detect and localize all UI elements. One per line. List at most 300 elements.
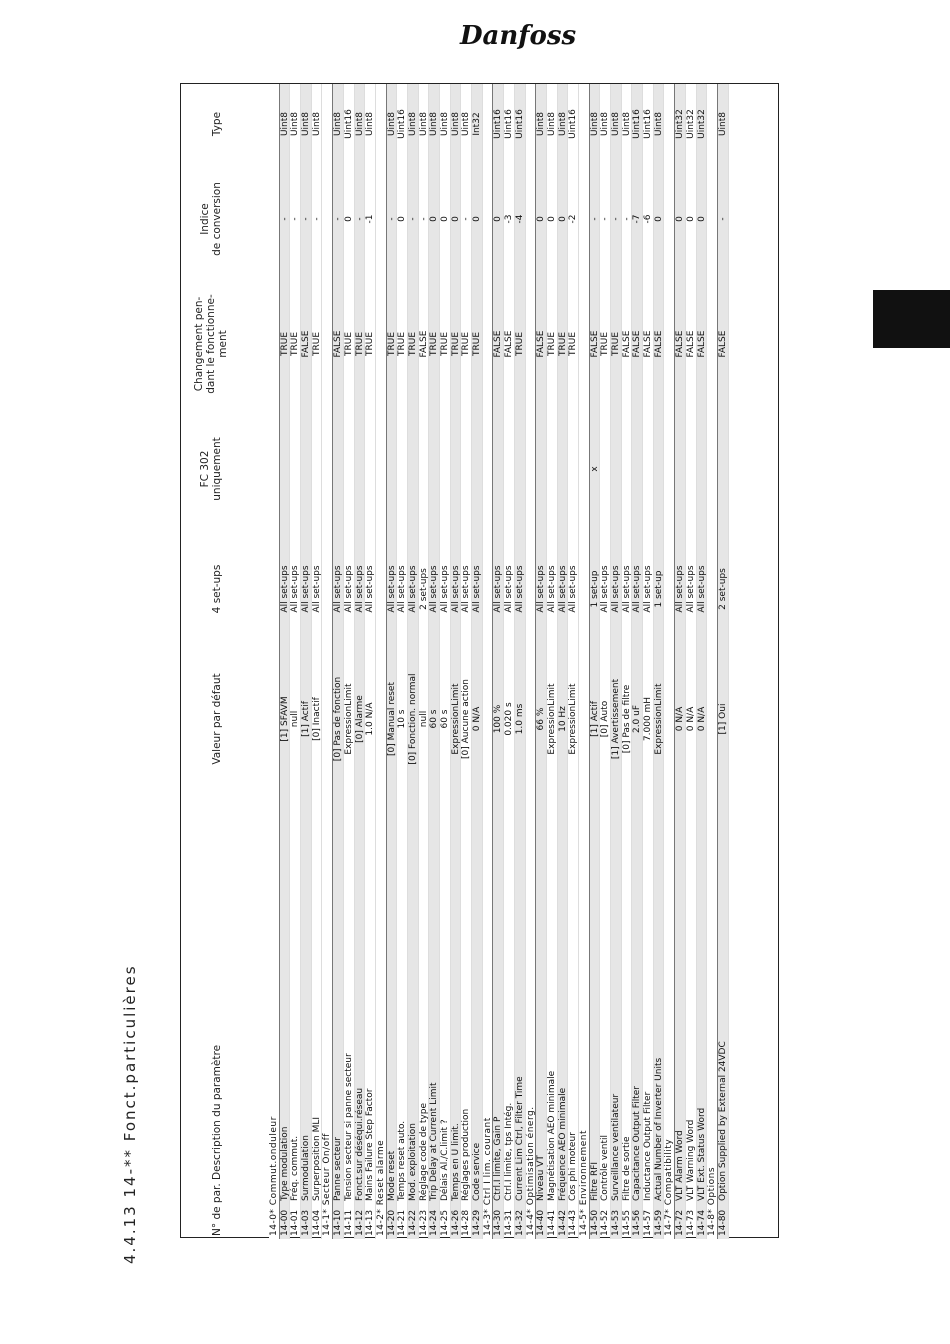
cell-chg: FALSE [632,330,643,358]
group-header-row [322,84,333,1239]
cell-chg: TRUE [450,331,461,357]
cell-type: Uint32 [696,109,707,139]
cell-no: 14-40 [536,1209,547,1236]
cell-no: 14-28 [461,1209,472,1236]
cell-conv: -6 [643,214,654,224]
group-header-row [376,84,387,1239]
group-header-row [579,84,590,1239]
cell-conv: 0 [493,216,504,222]
chapter-tab-marker [873,290,950,348]
cell-set: All set-ups [343,565,354,613]
cell-type: Uint8 [621,111,632,137]
cell-type: Uint8 [440,111,450,137]
table-row [290,84,301,1239]
cell-chg: FALSE [675,330,686,358]
cell-no: 14-72 [675,1209,686,1236]
cell-desc: Ctrl.I limite, Gain P [493,1116,504,1201]
cell-set: 2 set-ups [717,568,728,610]
header-type: Type [211,111,223,137]
cell-desc: VLT Alarm Word [675,1130,686,1201]
cell-def: 7.000 mH [643,696,654,742]
cell-set: All set-ups [397,565,408,613]
cell-conv: 0 [685,216,696,222]
header-fc302: FC 302 uniquement [199,437,223,501]
cell-desc: Trip Delay at Current Limit [429,1082,440,1201]
cell-chg: TRUE [461,331,472,357]
header-setups: 4 set-ups [211,564,223,614]
cell-set: All set-ups [450,565,461,613]
header-change: Changement pen- dant le fonctionne- ment [193,294,229,394]
cell-set: All set-ups [301,565,312,613]
cell-def: ExpressionLimit [653,683,664,755]
cell-set: All set-ups [429,565,440,613]
cell-desc: Filtre de sortie [621,1136,632,1201]
cell-set: All set-ups [632,565,643,613]
table-row [600,84,611,1239]
cell-set: 1 set-up [589,570,600,608]
cell-chg: FALSE [696,330,707,358]
cell-no: 14-32 [514,1209,525,1236]
cell-set: 1 set-up [653,570,664,608]
group-name: 14-8* Options [707,1166,718,1236]
cell-chg: TRUE [429,331,440,357]
cell-chg: TRUE [365,331,376,357]
cell-conv: 0 [343,216,354,222]
cell-type: Uint16 [343,109,354,139]
cell-no: 14-20 [386,1209,397,1236]
cell-chg: FALSE [621,330,632,358]
table-row [632,84,643,1239]
cell-desc: VLT Ext. Status Word [696,1107,707,1201]
cell-set: All set-ups [621,565,632,613]
cell-desc: Magnétisation AEO minimale [546,1070,557,1201]
table-row [515,84,526,1239]
cell-no: 14-22 [407,1209,418,1236]
table-row [451,84,462,1239]
cell-no: 14-04 [311,1209,322,1236]
cell-set: All set-ups [611,565,621,613]
cell-set: All set-ups [386,565,397,613]
cell-conv: - [354,217,365,221]
group-name: 14-4* Optimisation énerg. [525,1106,536,1236]
cell-chg: FALSE [301,330,312,358]
cell-conv: -3 [504,214,515,224]
cell-conv: - [386,217,397,221]
cell-desc: Temps reset auto. [397,1120,408,1201]
cell-set: All set-ups [440,565,450,613]
cell-set: All set-ups [290,565,301,613]
cell-def: 0 N/A [675,706,686,732]
table-row [461,84,472,1239]
cell-chg: FALSE [418,330,429,358]
cell-desc: Délais Al./C.limit ? [440,1119,450,1201]
cell-conv: - [717,217,728,221]
cell-def: 10 Hz [557,706,568,732]
group-header-row [526,84,537,1239]
cell-conv: - [611,217,621,221]
cell-no: 14-03 [301,1209,312,1236]
cell-desc: Actual Number of Inverter Units [653,1057,664,1201]
cell-def: 60 s [429,709,440,729]
cell-type: Uint8 [557,111,568,137]
cell-type: Uint8 [333,111,344,137]
cell-conv: 0 [653,216,664,222]
cell-fc: x [589,466,600,472]
cell-set: All set-ups [493,565,504,613]
cell-conv: 0 [557,216,568,222]
cell-type: Uint32 [675,109,686,139]
cell-type: Uint8 [450,111,461,137]
cell-type: Uint16 [568,109,579,139]
cell-def: 0 N/A [685,706,696,732]
cell-chg: TRUE [546,331,557,357]
cell-conv: - [290,217,301,221]
section-title: 4.4.13 14-** Fonct.particulières [121,964,139,1264]
cell-def: [0] Aucune action [461,679,472,759]
cell-conv: 0 [450,216,461,222]
table-row [429,84,440,1239]
cell-desc: Filtre RFI [589,1161,600,1201]
group-header-row [707,84,718,1239]
danfoss-logo [458,18,577,52]
cell-no: 14-10 [333,1209,344,1236]
cell-def: [1] Avertissement [611,678,621,760]
cell-type: Uint8 [461,111,472,137]
group-header-row [269,84,280,1239]
cell-conv: - [333,217,344,221]
cell-desc: Réglage code de type [418,1102,429,1201]
cell-no: 14-29 [472,1209,483,1236]
cell-desc: Mode reset [386,1150,397,1201]
cell-def: 10 s [397,709,408,729]
cell-no: 14-13 [365,1209,376,1236]
cell-type: Uint8 [589,111,600,137]
cell-set: All set-ups [365,565,376,613]
cell-def: 60 s [440,709,450,729]
cell-set: All set-ups [536,565,547,613]
cell-chg: TRUE [290,331,301,357]
cell-def: [0] Pas de filtre [621,684,632,754]
table-row [718,84,729,1239]
cell-set: All set-ups [600,565,611,613]
cell-type: Uint16 [397,109,408,139]
cell-def: [0] Fonction. normal [407,673,418,765]
header-no-desc: N° de par. Description du paramètre [211,1044,223,1236]
cell-type: Uint8 [365,111,376,137]
table-row [568,84,579,1239]
cell-set: All set-ups [643,565,654,613]
cell-conv: -7 [632,214,643,224]
table-row [686,84,697,1239]
cell-desc: Current Lim Ctrl, Filter Time [514,1076,525,1201]
cell-desc: Fréq. commut. [290,1135,301,1201]
cell-desc: Fréquence AEO minimale [557,1087,568,1201]
cell-type: Uint16 [493,109,504,139]
cell-def: [1] Actif [589,701,600,737]
cell-desc: Panne secteur [333,1137,344,1201]
group-name: 14-0* Commut.onduleur [269,1116,279,1236]
cell-no: 14-12 [354,1209,365,1236]
cell-conv: -1 [365,214,376,224]
cell-type: Uint16 [504,109,515,139]
cell-desc: Type modulation [279,1126,290,1201]
cell-type: Int32 [472,112,483,136]
cell-def: [1] Oui [717,703,728,735]
cell-no: 14-11 [343,1209,354,1236]
table-row [547,84,558,1239]
cell-conv: - [301,217,312,221]
parameter-table-frame [121,83,779,1264]
cell-type: Uint8 [279,111,290,137]
cell-chg: TRUE [397,331,408,357]
table-row [301,84,312,1239]
cell-chg: FALSE [685,330,696,358]
table-row [344,84,355,1239]
cell-desc: Mod. exploitation [407,1123,418,1201]
cell-chg: TRUE [354,331,365,357]
table-row [697,84,708,1239]
group-header-row [664,84,675,1239]
group-name: 14-5* Environnement [578,1130,589,1236]
cell-no: 14-56 [632,1209,643,1236]
cell-type: Uint8 [536,111,547,137]
cell-def: [0] Alarme [354,695,365,743]
cell-type: Uint16 [514,109,525,139]
cell-type: Uint8 [354,111,365,137]
cell-conv: -2 [568,214,579,224]
cell-no: 14-00 [279,1209,290,1236]
cell-no: 14-24 [429,1209,440,1236]
table-row [365,84,376,1239]
cell-def: ExpressionLimit [450,683,461,755]
cell-type: Uint8 [290,111,301,137]
cell-chg: TRUE [343,331,354,357]
cell-conv: - [311,217,322,221]
cell-def: [1] SFAVM [279,696,290,742]
cell-conv: -4 [514,214,525,224]
cell-def: ExpressionLimit [546,683,557,755]
cell-set: All set-ups [354,565,365,613]
table-row [654,84,665,1239]
cell-no: 14-26 [450,1209,461,1236]
cell-def: 2.0 uF [632,704,643,734]
cell-desc: Surveillance ventilateur [611,1093,621,1201]
cell-desc: VLT Warning Word [685,1119,696,1201]
cell-chg: FALSE [643,330,654,358]
cell-chg: FALSE [717,330,728,358]
cell-type: Uint8 [301,111,312,137]
cell-type: Uint16 [643,109,654,139]
table-row [558,84,569,1239]
cell-no: 14-25 [440,1209,450,1236]
cell-desc: Mains Failure Step Factor [365,1088,376,1201]
cell-def: [0] Manual reset [386,682,397,756]
cell-desc: Option Supplied by External 24VDC [717,1041,728,1201]
cell-conv: - [589,217,600,221]
cell-chg: TRUE [600,331,611,357]
cell-chg: FALSE [536,330,547,358]
cell-def: null [290,710,301,728]
cell-def: ExpressionLimit [568,683,579,755]
cell-conv: 0 [546,216,557,222]
cell-no: 14-30 [493,1209,504,1236]
cell-no: 14-80 [717,1209,728,1236]
cell-no: 14-53 [611,1209,621,1236]
cell-type: Uint8 [611,111,621,137]
group-header-row [483,84,494,1239]
cell-def: 0.020 s [504,702,515,736]
header-conversion: Indice de conversion [199,182,223,256]
cell-type: Uint8 [407,111,418,137]
cell-type: Uint8 [311,111,322,137]
cell-set: All set-ups [685,565,696,613]
cell-set: All set-ups [279,565,290,613]
table-row [387,84,398,1239]
cell-chg: TRUE [472,331,483,357]
cell-def: 100 % [493,704,504,734]
cell-desc: Ctrl.I limite, tps Intég. [504,1102,515,1201]
cell-chg: TRUE [568,331,579,357]
cell-no: 14-73 [685,1209,696,1236]
table-row [472,84,483,1239]
cell-conv: 0 [536,216,547,222]
cell-type: Uint8 [386,111,397,137]
parameter-table [269,84,729,1239]
cell-no: 14-57 [643,1209,654,1236]
cell-type: Uint8 [546,111,557,137]
cell-chg: TRUE [440,331,450,357]
cell-desc: Niveau VT [536,1155,547,1201]
cell-set: All set-ups [568,565,579,613]
table-row [611,84,622,1239]
cell-set: All set-ups [504,565,515,613]
cell-set: All set-ups [557,565,568,613]
cell-no: 14-43 [568,1209,579,1236]
group-name: 14-2* Reset alarme [375,1139,386,1236]
cell-no: 14-74 [696,1209,707,1236]
cell-chg: FALSE [504,330,515,358]
table-row [643,84,654,1239]
cell-conv: 0 [397,216,408,222]
table-row [675,84,686,1239]
cell-conv: 0 [440,216,450,222]
cell-type: Uint8 [418,111,429,137]
group-name: 14-7* Compatibility [664,1138,675,1236]
cell-conv: 0 [675,216,686,222]
cell-no: 14-59 [653,1209,664,1236]
cell-def: [0] Inactif [311,697,322,741]
cell-no: 14-23 [418,1209,429,1236]
cell-desc: Réglages production [461,1108,472,1201]
table-row [590,84,601,1239]
table-row [622,84,633,1239]
cell-set: All set-ups [311,565,322,613]
cell-no: 14-21 [397,1209,408,1236]
table-row [312,84,323,1239]
cell-chg: TRUE [311,331,322,357]
cell-desc: Cos phi moteur [568,1132,579,1201]
cell-desc: Tension secteur si panne secteur [343,1053,354,1201]
cell-no: 14-42 [557,1209,568,1236]
cell-chg: TRUE [407,331,418,357]
cell-no: 14-50 [589,1209,600,1236]
cell-chg: TRUE [279,331,290,357]
cell-conv: 0 [472,216,483,222]
cell-no: 14-31 [504,1209,515,1236]
table-row [333,84,344,1239]
cell-def: [0] Pas de fonction [333,676,344,762]
cell-desc: Inductance Output Filter [643,1091,654,1201]
cell-set: All set-ups [407,565,418,613]
table-row [504,84,515,1239]
cell-desc: Temps en U limit. [450,1123,461,1201]
cell-no: 14-41 [546,1209,557,1236]
cell-no: 14-55 [621,1209,632,1236]
cell-chg: FALSE [333,330,344,358]
cell-desc: Capacitance Output Filter [632,1086,643,1201]
table-row [419,84,430,1239]
cell-set: All set-ups [461,565,472,613]
cell-def: [1] Actif [301,701,312,737]
cell-chg: TRUE [557,331,568,357]
cell-conv: - [600,217,611,221]
cell-chg: FALSE [493,330,504,358]
table-row [536,84,547,1239]
cell-type: Uint8 [653,111,664,137]
cell-type: Uint8 [717,111,728,137]
cell-def: null [418,710,429,728]
cell-desc: Fonct.sur déséqui.réseau [354,1087,365,1201]
cell-set: All set-ups [514,565,525,613]
cell-desc: Code service [472,1142,483,1201]
table-row [355,84,366,1239]
table-row [440,84,451,1239]
cell-conv: - [418,217,429,221]
cell-chg: FALSE [589,330,600,358]
table-row [280,84,291,1239]
cell-chg: FALSE [653,330,664,358]
cell-set: All set-ups [696,565,707,613]
group-name: 14-3* Ctrl I lim. courant [482,1117,493,1236]
cell-conv: - [279,217,290,221]
cell-conv: - [621,217,632,221]
rotated-page [121,84,780,1264]
brand-name: Danfoss [460,21,577,51]
cell-type: Uint32 [685,109,696,139]
group-name: 14-1* Secteur On/off [322,1133,333,1236]
cell-conv: 0 [696,216,707,222]
cell-chg: TRUE [386,331,397,357]
cell-type: Uint16 [632,109,643,139]
cell-desc: Surperposition MLI [311,1116,322,1201]
cell-def: 0 N/A [472,706,483,732]
cell-conv: - [461,217,472,221]
table-row [408,84,419,1239]
cell-desc: Surmodulation [301,1135,312,1201]
cell-def: 66 % [536,707,547,731]
cell-def: 1.0 N/A [365,702,376,736]
cell-def: ExpressionLimit [343,683,354,755]
cell-set: All set-ups [333,565,344,613]
cell-desc: Contrôle ventil [600,1134,611,1201]
cell-def: [0] Auto [600,700,611,738]
cell-no: 14-01 [290,1209,301,1236]
cell-def: 0 N/A [696,706,707,732]
cell-type: Uint8 [600,111,611,137]
header-default: Valeur par défaut [211,673,223,765]
cell-set: 2 set-ups [418,568,429,610]
cell-chg: TRUE [611,331,621,357]
